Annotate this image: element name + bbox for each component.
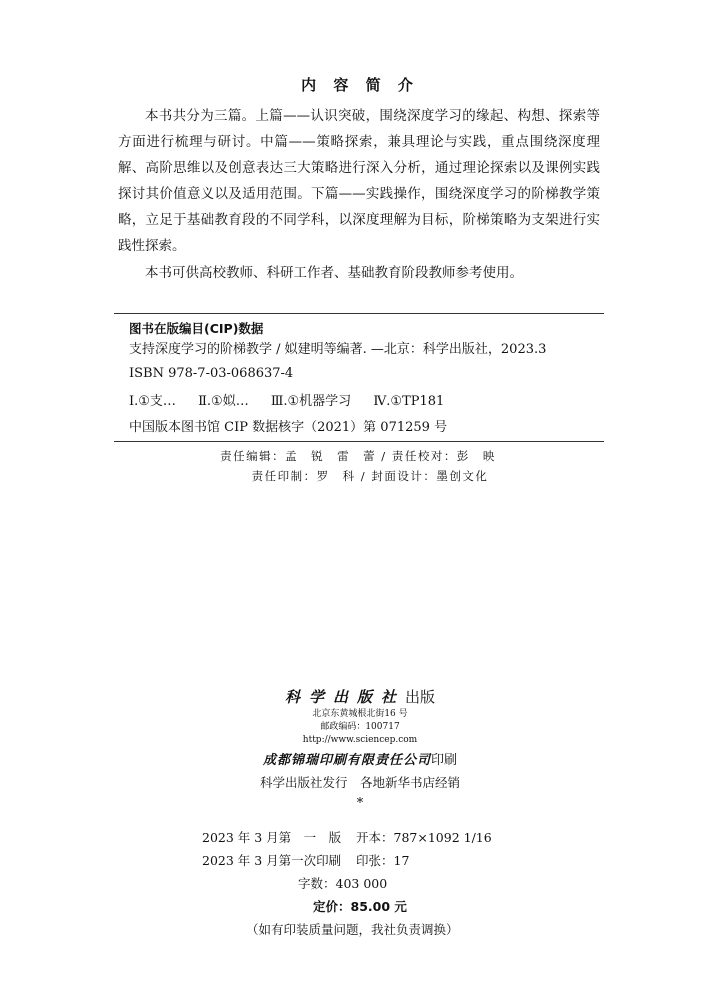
separator-star: *: [356, 796, 364, 811]
cip-category: Ⅳ.①TP181: [373, 394, 445, 409]
edition-block: [0, 826, 720, 941]
editor-credits: 责任编辑：孟 锐 雷 蕾 / 责任校对：彭 映: [220, 449, 496, 463]
price-row: [0, 895, 720, 918]
divider-top: [114, 313, 604, 314]
word-count: 字数：403 000: [298, 876, 388, 891]
first-printing: 2023 年 3 月第一次印刷: [202, 853, 342, 868]
printing-row: [0, 849, 720, 872]
distribution-line: 科学出版社发行 各地新华书店经销: [259, 775, 460, 790]
publisher-website: http://www.sciencep.com: [302, 735, 418, 745]
book-format: 开本：787×1092 1/16: [356, 830, 492, 845]
printed-sheets: 印张：17: [356, 853, 410, 868]
cip-category: Ⅲ.①机器学习: [270, 394, 352, 409]
intro-heading: 内 容 简 介: [301, 76, 419, 94]
intro-paragraph-2: 本书可供高校教师、科研工作者、基础教育阶段教师参考使用。: [145, 265, 523, 281]
edition-row: [0, 826, 720, 849]
divider-bottom: [114, 441, 604, 442]
cip-verification: 中国版本图书馆 CIP 数据核字（2021）第 071259 号: [129, 420, 448, 435]
production-credits: 责任印制：罗 科 / 封面设计：墨创文化: [251, 469, 489, 483]
cip-book-line: 支持深度学习的阶梯教学 / 姒建明等编著. —北京：科学出版社，2023.3: [129, 342, 547, 357]
intro-body: [118, 103, 600, 286]
intro-paragraph-1: 本书共分为三篇。上篇——认识突破，围绕深度学习的缘起、构想、探索等方面进行梳理与研讨。中篇——策略探索，兼具理论与实践，重点围绕深度理解、高阶思维以及创意表达三大策略进行深入分析，通过理论探索以及课例实践探讨其价值意义以及适用范围。下篇——实践操作，围绕深度学习的阶梯教学策略，立足于基础教育段的不同学科，以深度理解为目标，阶梯策略为支架进行实践性探索。: [118, 108, 600, 254]
cip-categories: [129, 390, 599, 414]
first-edition: 2023 年 3 月第 一 版: [202, 830, 342, 845]
word-count-row: [0, 872, 720, 895]
publisher-name: 科学出版社: [284, 688, 405, 706]
quality-note: （如有印装质量问题，我社负责调换）: [246, 922, 459, 937]
printer-suffix: 印刷: [431, 753, 458, 768]
publisher-address: 北京东黄城根北街16 号: [312, 709, 408, 719]
cip-isbn: ISBN 978-7-03-068637-4: [129, 366, 294, 381]
printer-line: [0, 750, 720, 772]
publisher-postcode: 邮政编码：100717: [320, 722, 400, 732]
cip-title: 图书在版编目(CIP)数据: [129, 321, 264, 336]
note-row: [0, 918, 720, 941]
publisher-suffix: 出版: [405, 688, 436, 706]
cip-category: Ⅰ.①支…: [129, 394, 176, 409]
printer-name: 成都锦瑞印刷有限责任公司: [262, 753, 431, 768]
cip-category: Ⅱ.①姒…: [198, 394, 249, 409]
publisher-block: [0, 686, 720, 814]
price: 定价：85.00 元: [313, 899, 407, 914]
publisher-line: [0, 686, 720, 708]
cip-block: [129, 320, 599, 440]
